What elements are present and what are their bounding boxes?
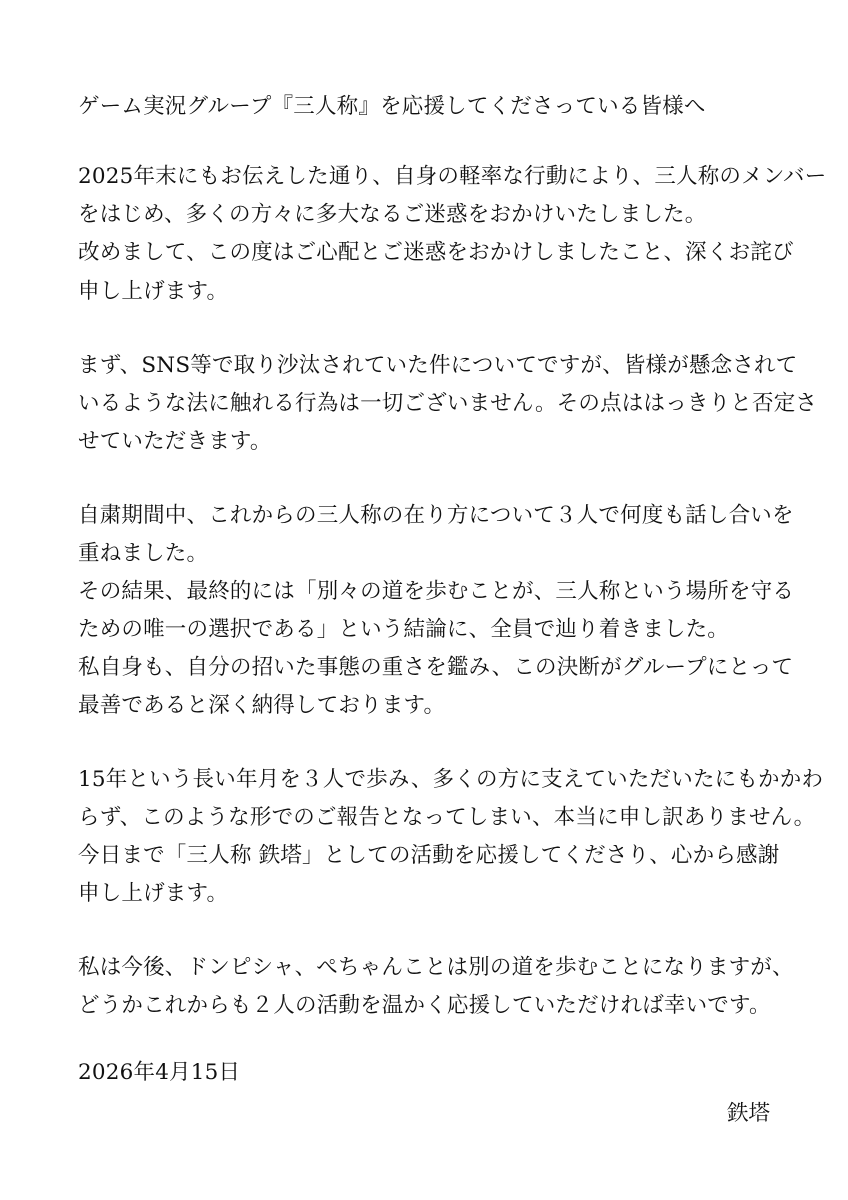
- text-line: せていただきます。: [78, 429, 272, 454]
- text-line: 申し上げます。: [78, 881, 229, 906]
- letter-date: 2026年4月15日: [78, 1060, 241, 1085]
- text-line: ための唯一の選択である」という結論に、全員で辿り着きました。: [78, 617, 730, 642]
- text-line: 改めまして、この度はご心配とご迷惑をおかけしましたこと、深くお詫び: [78, 240, 794, 265]
- text-line: 私自身も、自分の招いた事態の重さを鑑み、この決断がグループにとって: [78, 655, 794, 680]
- greeting-line: ゲーム実況グループ『三人称』を応援してくださっている皆様へ: [78, 94, 706, 119]
- text-line: いるような法に触れる行為は一切ございません。その点ははっきりと否定さ: [78, 391, 818, 416]
- text-line: 自粛期間中、これからの三人称の在り方について３人で何度も話し合いを: [78, 503, 794, 528]
- signature: 鉄塔: [726, 1101, 770, 1126]
- text-line: 最善であると深く納得しております。: [78, 693, 446, 718]
- text-line: 15年という長い年月を３人で歩み、多くの方に支えていただいたにもかかわ: [78, 767, 824, 792]
- text-line: まず、SNS等で取り沙汰されていた件についてですが、皆様が懸念されて: [78, 353, 798, 378]
- text-line: どうかこれからも２人の活動を温かく応援していただければ幸いです。: [78, 993, 771, 1018]
- text-line: をはじめ、多くの方々に多大なるご迷惑をおかけいたしました。: [78, 202, 707, 227]
- text-line: 今日まで「三人称 鉄塔」としての活動を応援してくださり、心から感謝: [78, 843, 780, 868]
- text-line: らず、このような形でのご報告となってしまい、本当に申し訳ありません。: [78, 805, 816, 830]
- text-line: 重ねました。: [78, 541, 209, 566]
- text-line: 2025年末にもお伝えした通り、自身の軽率な行動により、三人称のメンバー: [78, 164, 827, 189]
- text-line: その結果、最終的には「別々の道を歩むことが、三人称という場所を守る: [78, 579, 795, 604]
- text-line: 私は今後、ドンピシャ、ぺちゃんことは別の道を歩むことになりますが、: [78, 955, 794, 980]
- text-line: 申し上げます。: [78, 279, 229, 304]
